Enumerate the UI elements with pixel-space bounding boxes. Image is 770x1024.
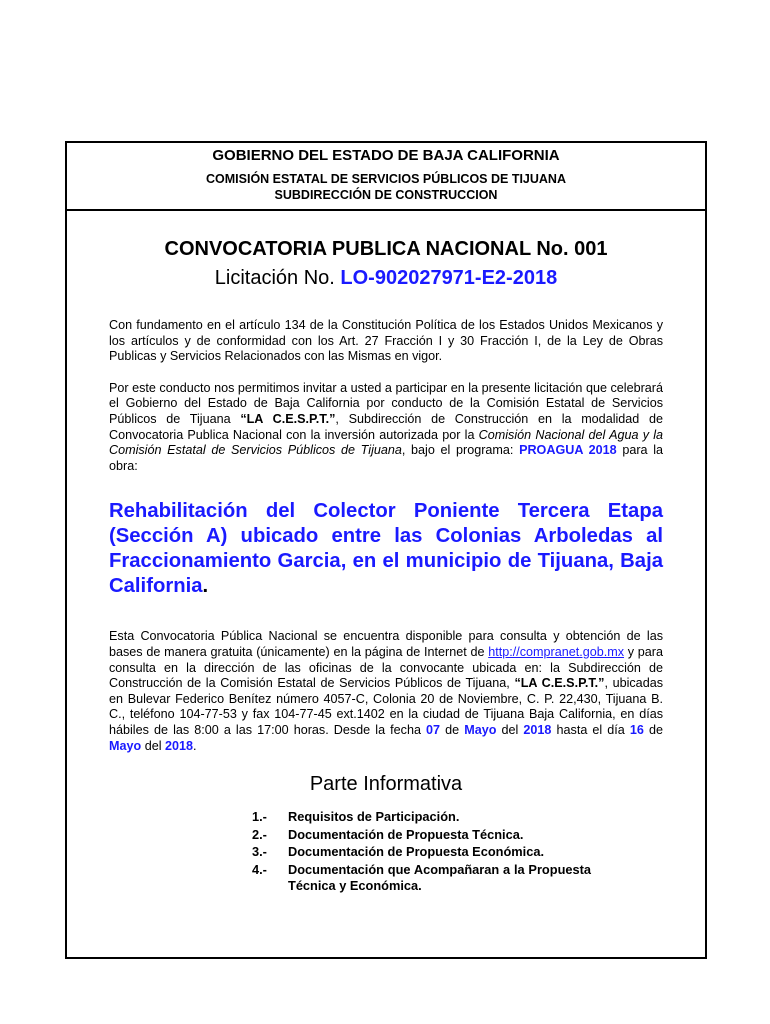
availability-text-3: , ubicadas en Bulevar Federico Benítez número 4057-C, Colonia 20 de Noviembre, C. P. 22,430, Tijuana B. C., teléfono 104-77-53 y fax 104-77-45 ext.1402 en la ciudad de Tijuana Baja California, en días hábiles de las 8:00 a las 17:00 horas. Desde la fecha bbox=[109, 676, 663, 737]
header-box bbox=[67, 143, 705, 211]
start-day: 07 bbox=[426, 722, 441, 737]
invitation-paragraph bbox=[109, 381, 663, 475]
end-year: 2018 bbox=[165, 738, 194, 753]
project-period: . bbox=[202, 575, 209, 598]
list-item-number: 3.- bbox=[252, 844, 267, 860]
legal-basis-paragraph: Con fundamento en el artículo 134 de la Constitución Política de los Estados Unidos Mexicanos y los artículos y de conformidad con los Art. 27 Fracción I y 30 Fracción I, de la Ley de Obras Publicas y Servicios Relacionados con las Mismas en vigor. bbox=[109, 318, 663, 364]
connector-3: hasta el día bbox=[551, 722, 630, 737]
cespt-name-2: “LA C.E.S.P.T.” bbox=[514, 676, 605, 691]
availability-text-2: y para consulta en la dirección de las oficinas de la convocante ubicada en: la Subdirección de Construcción de la Comisión Estatal de Servicios Públicos de Tijuana, bbox=[109, 644, 663, 691]
list-item-number: 4.- bbox=[252, 861, 267, 877]
parte-informativa-title: Parte Informativa bbox=[309, 773, 463, 796]
invitation-text-4: para la obra: bbox=[109, 443, 663, 473]
licitacion-label: Licitación No. bbox=[214, 267, 341, 289]
project-title bbox=[109, 499, 663, 599]
list-item bbox=[252, 844, 663, 861]
document-content bbox=[67, 237, 705, 895]
subdirectorate-title: SUBDIRECCIÓN DE CONSTRUCCION bbox=[274, 188, 498, 202]
connector-5: del bbox=[141, 738, 166, 753]
funding-agencies: Comisión Nacional del Agua y la Comisión Estatal de Servicios Públicos de Tijuana bbox=[109, 427, 664, 458]
convocatoria-title: CONVOCATORIA PUBLICA NACIONAL No. 001 bbox=[164, 238, 608, 260]
list-item-text: Documentación que Acompañaran a la Propuesta Técnica y Económica. bbox=[288, 861, 591, 894]
end-day: 16 bbox=[629, 722, 644, 737]
list-item bbox=[252, 862, 663, 895]
invitation-text-3: , bajo el programa: bbox=[401, 443, 520, 458]
cespt-name: “LA C.E.S.P.T.” bbox=[240, 411, 336, 426]
informative-list bbox=[109, 809, 663, 895]
program-name: PROAGUA 2018 bbox=[519, 443, 617, 458]
list-item-text: Documentación de Propuesta Técnica. bbox=[288, 826, 524, 842]
connector-2: del bbox=[496, 722, 524, 737]
compranet-link[interactable]: http://compranet.gob.mx bbox=[488, 644, 625, 659]
commission-title: COMISIÓN ESTATAL DE SERVICIOS PÚBLICOS DE TIJUANA bbox=[206, 172, 566, 186]
list-item-text: Requisitos de Participación. bbox=[288, 809, 460, 825]
connector-4: de bbox=[643, 722, 663, 737]
government-title: GOBIERNO DEL ESTADO DE BAJA CALIFORNIA bbox=[212, 147, 560, 164]
list-item-number: 1.- bbox=[252, 809, 267, 825]
list-item-text: Documentación de Propuesta Económica. bbox=[288, 844, 544, 860]
project-name: Rehabilitación del Colector Poniente Tercera Etapa (Sección A) ubicado entre las Colonias Arboledas al Fraccionamiento Garcia, en el municipio de Tijuana, Baja California bbox=[109, 500, 663, 598]
availability-text-1: Esta Convocatoria Pública Nacional se encuentra disponible para consulta y obtención de las bases de manera gratuita (únicamente) en la página de Internet de bbox=[109, 629, 663, 659]
licitacion-line bbox=[109, 266, 663, 290]
licitacion-number: LO-902027971-E2-2018 bbox=[340, 267, 558, 289]
list-item-number: 2.- bbox=[252, 826, 267, 842]
connector-1: de bbox=[440, 722, 465, 737]
availability-period: . bbox=[193, 738, 197, 753]
end-month: Mayo bbox=[109, 738, 142, 753]
start-year: 2018 bbox=[523, 722, 552, 737]
list-item bbox=[252, 827, 663, 844]
invitation-text-2: , Subdirección de Construcción en la modalidad de Convocatoria Publica Nacional con la inversión autorizada por la bbox=[109, 411, 664, 442]
start-month: Mayo bbox=[464, 722, 497, 737]
document-frame bbox=[65, 141, 707, 959]
availability-paragraph bbox=[109, 629, 663, 754]
invitation-text-1: Por este conducto nos permitimos invitar a usted a participar en la presente licitación que celebrará el Gobierno del Estado de Baja California por conducto de la Comisión Estatal de Servicios Públicos de Tijuana bbox=[109, 380, 663, 426]
list-item bbox=[252, 809, 663, 826]
